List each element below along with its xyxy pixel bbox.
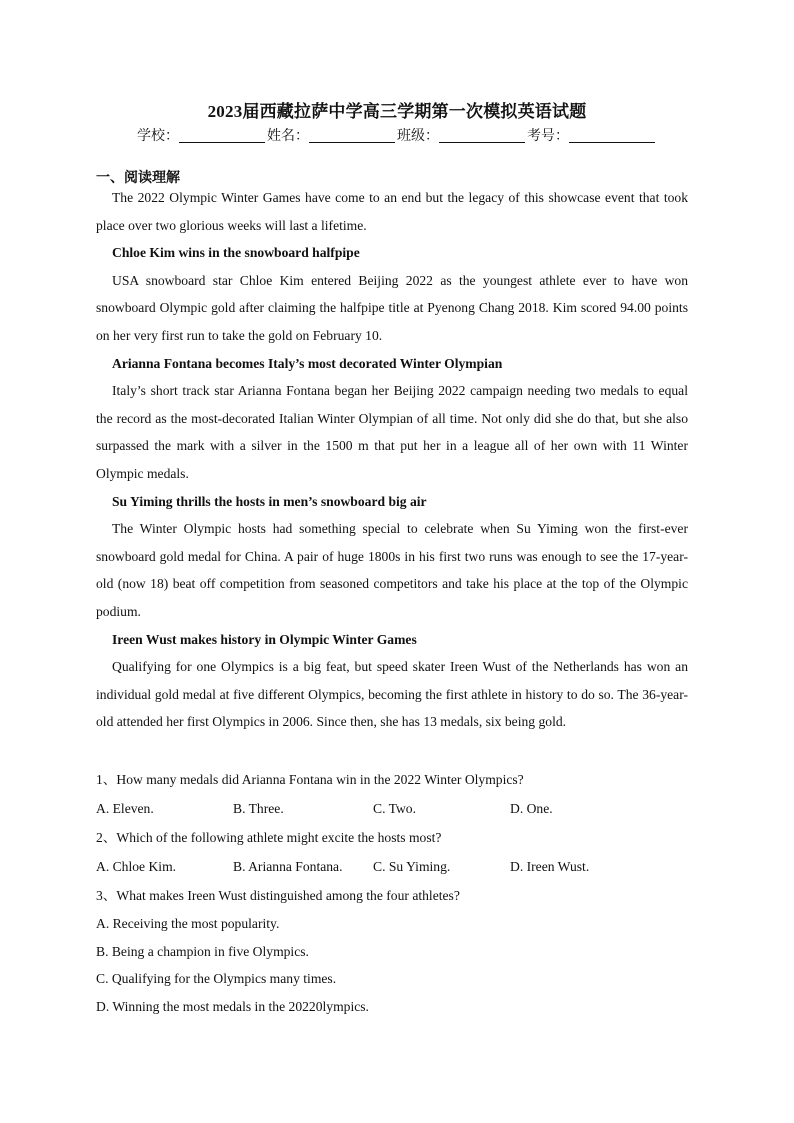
class-blank[interactable] — [439, 128, 525, 143]
option-b[interactable]: B. Arianna Fontana. — [233, 859, 343, 874]
option-a[interactable]: A. Receiving the most popularity. — [96, 916, 280, 931]
question-stem: 2、Which of the following athlete might excite the hosts most? — [96, 830, 442, 845]
question-options — [96, 794, 696, 823]
passage-heading: Ireen Wust makes history in Olympic Winter Games — [112, 631, 417, 647]
school-label: 学校： — [137, 129, 179, 144]
question-list — [96, 765, 696, 1020]
option-c[interactable]: C. Qualifying for the Olympics many times. — [96, 971, 337, 986]
question-stem: 1、How many medals did Arianna Fontana win in the 2022 Winter Olympics? — [96, 772, 524, 787]
exam-title: 2023届西藏拉萨中学高三学期第一次模拟英语试题 — [207, 102, 587, 121]
passage-paragraph: USA snowboard star Chloe Kim entered Beijing 2022 as the youngest athlete ever to have won snowboard Olympic gold after claiming the halfpipe title at Pyenong Chang 2018. Kim scored 94.00 points on her very first run to take the gold on February 10. — [96, 272, 688, 343]
option-b[interactable]: B. Three. — [233, 801, 284, 816]
passage-paragraph: Qualifying for one Olympics is a big feat, but speed skater Ireen Wust of the Netherlands has won an individual gold medal at five different Olympics, becoming the first athlete in history to do so. The 36-year-old attended her first Olympics in 2006. Since then, she has 13 medals, six being gold. — [96, 659, 688, 730]
passage-intro: The 2022 Olympic Winter Games have come to an end but the legacy of this showcase event that took place over two glorious weeks will last a lifetime. — [96, 190, 688, 233]
name-label: 姓名： — [267, 129, 309, 144]
option-a[interactable]: A. Chloe Kim. — [96, 859, 177, 874]
reading-passage — [96, 184, 688, 736]
school-blank[interactable] — [179, 128, 265, 143]
passage-heading: Chloe Kim wins in the snowboard halfpipe — [112, 245, 360, 261]
question-options — [96, 852, 696, 881]
option-c[interactable]: C. Two. — [373, 801, 416, 816]
number-blank[interactable] — [569, 128, 655, 143]
option-c[interactable]: C. Su Yiming. — [373, 859, 451, 874]
option-a[interactable]: A. Eleven. — [96, 801, 154, 816]
passage-heading: Arianna Fontana becomes Italy’s most decorated Winter Olympian — [112, 355, 503, 371]
question-stem: 3、What makes Ireen Wust distinguished among the four athletes? — [96, 888, 460, 903]
passage-paragraph: Italy’s short track star Arianna Fontana began her Beijing 2022 campaign needing two medals to equal the record as the most-decorated Italian Winter Olympian of all time. Not only did she do that, but she also surpassed the mark with a silver in the 1500 m that put her in a league all of her own with 11 Winter Olympic medals. — [96, 383, 688, 481]
class-label: 班级： — [397, 129, 439, 144]
option-b[interactable]: B. Being a champion in five Olympics. — [96, 943, 309, 959]
name-blank[interactable] — [309, 128, 395, 143]
number-label: 考号： — [527, 129, 569, 144]
passage-heading: Su Yiming thrills the hosts in men’s snowboard big air — [112, 493, 427, 509]
option-d[interactable]: D. Winning the most medals in the 20220lympics. — [96, 998, 369, 1014]
option-d[interactable]: D. Ireen Wust. — [510, 859, 590, 874]
option-d[interactable]: D. One. — [510, 801, 553, 816]
student-info-line — [0, 125, 794, 145]
passage-paragraph: The Winter Olympic hosts had something special to celebrate when Su Yiming won the first-ever snowboard gold medal for China. A pair of huge 1800s in his first two runs was enough to see the 17-year-old (now 18) beat off competition from seasoned competitors and take his place at the top of the Olympic podium. — [96, 521, 688, 619]
section-title: 一、阅读理解 — [96, 171, 180, 186]
